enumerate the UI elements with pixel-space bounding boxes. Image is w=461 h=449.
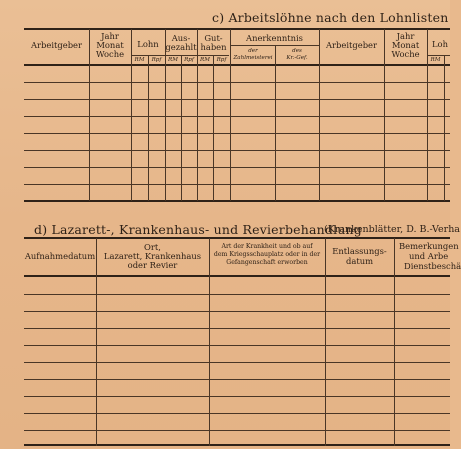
header-art-3: Gefangenschaft erworben <box>226 259 308 266</box>
header-gut: Gut- <box>204 33 223 43</box>
header-lazarett: Lazarett, Krankenhaus <box>103 251 202 261</box>
wages-col-line <box>131 29 132 201</box>
header-monat-2: Monat <box>391 40 420 50</box>
header-krgef: Kr.-Gef. <box>286 55 308 61</box>
wages-col-line <box>197 29 198 201</box>
header-jahr-2: Jahr <box>396 31 415 41</box>
wages-col-line <box>444 55 445 201</box>
hospital-row-line <box>24 430 450 431</box>
wages-currency-line <box>131 55 229 56</box>
hospital-col-line <box>325 238 326 446</box>
header-woche: Woche <box>95 49 125 59</box>
currency-rm: RM <box>134 57 145 63</box>
header-aufnahmedatum: Aufnahmedatum <box>24 251 96 261</box>
header-woche-2: Woche <box>391 49 420 59</box>
currency-rpf: Rpf <box>151 57 162 63</box>
section-c-title: c) Arbeitslöhne nach den Lohnlisten <box>212 10 449 25</box>
header-aus: Aus- <box>171 33 191 43</box>
hospital-col-line <box>394 238 395 446</box>
hospital-table-top-border <box>24 237 450 239</box>
wages-col-line <box>213 55 214 201</box>
currency-rm: RM <box>200 57 210 63</box>
section-d-note: (Krankenblätter, D. B.-Verha <box>324 224 460 235</box>
wages-currency-line-right <box>428 55 450 56</box>
header-der: der <box>248 48 258 54</box>
header-ort: Ort, <box>144 242 161 252</box>
hospital-row-line <box>24 328 450 329</box>
header-arbeitgeber-2: Arbeitgeber <box>325 40 378 50</box>
header-arbeit: und Arbe <box>409 251 449 261</box>
header-lohn-2: Loh <box>432 39 448 49</box>
wages-col-line <box>319 29 320 201</box>
header-haben: haben <box>200 42 227 52</box>
hospital-row-line <box>24 396 450 397</box>
header-lohn: Lohn <box>137 39 159 49</box>
section-d-title: d) Lazarett-, Krankenhaus- und Revierbehandlung <box>34 222 363 237</box>
header-anerkenntnis: Anerkenntnis <box>246 33 303 43</box>
wages-row-line <box>24 133 450 134</box>
wages-row-line <box>24 184 450 185</box>
wages-col-line <box>181 55 182 201</box>
wages-row-line <box>24 116 450 117</box>
hospital-row-line <box>24 413 450 414</box>
header-bemerkungen: Bemerkungen <box>399 241 459 251</box>
wages-col-line <box>275 45 276 201</box>
header-gezahlt: gezahlt <box>165 42 197 52</box>
header-dienst: Dienstbeschä <box>404 261 461 271</box>
currency-rpf: Rpf <box>216 57 227 63</box>
currency-rm: RM <box>168 57 178 63</box>
wages-col-line <box>427 29 428 201</box>
header-entlassungs: Entlassungs- <box>332 246 387 256</box>
header-art-1: Art der Krankheit und ob auf <box>221 243 313 250</box>
wages-col-line <box>148 55 149 201</box>
hospital-row-line <box>24 294 450 295</box>
currency-rm: RM <box>430 57 441 63</box>
header-monat: Monat <box>96 40 124 50</box>
wages-table-top-border <box>24 28 450 30</box>
currency-rpf: Rpf <box>184 57 194 63</box>
hospital-table-header-divider <box>24 275 450 277</box>
hospital-row-line <box>24 362 450 363</box>
wages-row-line <box>24 150 450 151</box>
wages-table-header-divider <box>24 64 450 66</box>
hospital-row-line <box>24 379 450 380</box>
hospital-row-line <box>24 345 450 346</box>
header-revier: oder Revier <box>127 260 178 270</box>
wages-col-line <box>165 29 166 201</box>
header-datum: datum <box>345 256 374 266</box>
header-jahr: Jahr <box>101 31 119 41</box>
header-arbeitgeber: Arbeitgeber <box>30 40 83 50</box>
wages-table-bottom <box>24 200 450 202</box>
hospital-table-bottom <box>24 444 450 446</box>
wages-row-line <box>24 167 450 168</box>
wages-row-line <box>24 82 450 83</box>
header-des: des <box>292 48 302 54</box>
hospital-row-line <box>24 311 450 312</box>
header-zahlmeisterei: Zahlmeisterei <box>233 55 273 61</box>
header-art-2: dem Kriegsschauplatz oder in der <box>213 251 321 258</box>
hospital-col-line <box>209 238 210 446</box>
wages-row-line <box>24 99 450 100</box>
